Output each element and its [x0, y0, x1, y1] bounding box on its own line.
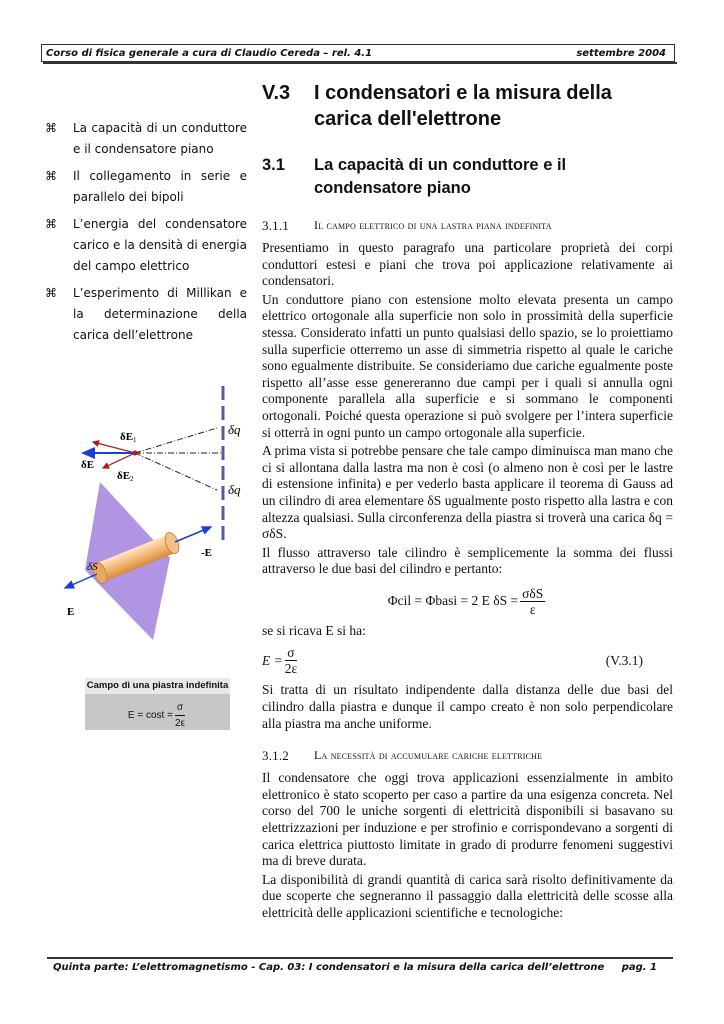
toc-item: [45, 166, 247, 208]
paragraph: A prima vista si potrebbe pensare che tale campo diminuisca man mano che ci si allontana dalla lastra ma non è così (o almeno non è così per le lastre di estensione infinita) e per vederlo basta applicare il teorema di Gauss ad un cilindro di area elementare δS ugualmente posto rispetto alla lastra e con altezza qualsiasi. Sulla circonferenza della piastra si troverà una carica δq = σδS.: [262, 443, 673, 542]
equation-fraction: [285, 645, 297, 676]
command-key-icon: ⌘: [45, 121, 57, 135]
paragraph: Presentiamo in questo paragrafo una particolare proprietà dei corpi conduttori estesi e piani che trova poi applicazione relativamente ai condensatori.: [262, 240, 673, 289]
caption-formula: [85, 700, 230, 731]
chapter-number: V.3: [262, 82, 291, 104]
section-heading: [262, 154, 673, 200]
paragraph: Un conduttore piano con estensione molto elevata presenta un campo elettrico ortogonale alla superficie non solo in prossimità della superficie stessa. Considerato infatti un punto qualsiasi dello spazio, se lo proiettiamo sulla superficie otterremo un asse di simmetria rispetto al quale le cariche sono egualmente distribuite. Se consideriamo due cariche egualmente poste rispetto all’asse esse genereranno due campi per i quali si annulla ogni componente parallela alla superficie e si sommano le componenti ortogonali. Poiché questa operazione si può svolgere per l’intera superficie si otterrà in ogni punto un campo ortogonale alla superficie.: [262, 291, 673, 440]
header-date: settembre 2004: [576, 47, 666, 59]
equation-denominator: ε: [529, 601, 536, 617]
subsection-heading: [262, 748, 673, 764]
paragraph: La disponibilità di grandi quantità di carica sarà risolto definitivamente da due scoperte che segneranno il passaggio dalla elettricità delle scosse alla elettricità delle applicazioni scientifiche e tecnologiche:: [262, 871, 673, 920]
label-dE: δE: [81, 459, 95, 471]
subsection-number: 3.1.2: [262, 748, 289, 764]
paragraph: se si ricava E si ha:: [262, 622, 366, 638]
command-key-icon: ⌘: [45, 286, 57, 300]
label-neg-E: -E: [201, 547, 212, 559]
equation-flux: [262, 586, 673, 617]
footer-chapter: Quinta parte: L’elettromagnetismo - Cap. 03: I condensatori e la misura della carica dell’elettrone: [53, 962, 605, 973]
chapter-title: I condensatori e la misura della carica dell'elettrone: [314, 82, 612, 130]
field-arrow-right: [175, 527, 211, 542]
caption-lhs: E = cost =: [127, 710, 173, 721]
toc-item-text: Il collegamento in serie e parallelo dei bipoli: [73, 169, 247, 204]
equation-numerator: σ: [287, 645, 295, 661]
toc-item-text: L’energia del condensatore carico e la densità di energia del campo elettrico: [73, 217, 247, 273]
paragraph: Il flusso attraverso tale cilindro è semplicemente la somma dei flussi attraverso le due basi del cilindro e pertanto:: [262, 544, 673, 577]
paragraph: Il condensatore che oggi trova applicazioni essenzialmente in ambito elettronico è stato scoperto per caso a partire da una esigenza concreta. Nel corso del 700 le uniche sorgenti di elettricità disponibili si basavano su elettrizzazioni per induzione e per strofinio e corrispondevano a sorgenti di carica elettrica piuttosto limitate in grado di produrre fenomeni suggestivi ma di breve durata.: [262, 770, 673, 869]
subsection-title: La necessità di accumulare cariche elettriche: [314, 748, 543, 763]
label-dq-bottom: δq: [228, 482, 241, 497]
page-footer: [53, 962, 657, 973]
label-dq-top: δq: [228, 422, 241, 437]
page-number: pag. 1: [621, 962, 657, 973]
caption-title: Campo di una piastra indefinita: [85, 678, 230, 694]
caption-numerator: σ: [175, 700, 185, 716]
toc-item: [45, 283, 247, 346]
equation-fraction: [520, 586, 545, 617]
label-E: E: [67, 606, 75, 618]
field-arrow-left: [65, 574, 97, 588]
section-number: 3.1: [262, 156, 285, 174]
section-title: La capacità di un conduttore e il condensatore piano: [314, 156, 567, 197]
command-key-icon: ⌘: [45, 169, 57, 183]
subsection-number: 3.1.1: [262, 218, 289, 233]
caption-denominator: 2ε: [174, 718, 186, 729]
header-shadow: [43, 62, 677, 64]
equation-numerator: σδS: [522, 585, 544, 601]
label-dE2: δE2: [117, 470, 134, 483]
figure-caption-box: [85, 678, 230, 730]
dE2-vector: [103, 453, 135, 468]
line-to-bottom-charge: [135, 453, 217, 490]
caption-fraction: [175, 700, 185, 731]
plate-field-figure: [45, 380, 247, 640]
equation-denominator: 2ε: [284, 661, 298, 677]
chapter-heading: [262, 80, 673, 132]
equation-tag: (V.3.1): [605, 652, 643, 668]
command-key-icon: ⌘: [45, 217, 57, 231]
subsection-heading: [262, 218, 673, 234]
equation-field: [262, 645, 673, 676]
main-content: [262, 80, 673, 922]
toc-item-text: La capacità di un conduttore e il condensatore piano: [73, 121, 247, 156]
line-to-top-charge: [135, 428, 217, 453]
label-dE1: δE1: [120, 431, 137, 444]
toc-item: [45, 118, 247, 160]
toc-item-text: L’esperimento di Millikan e la determinazione della carica dell’elettrone: [73, 286, 247, 342]
sidebar-toc: [45, 118, 247, 352]
page-header: [41, 44, 675, 62]
paragraph: Si tratta di un risultato indipendente dalla distanza delle due basi del cilindro dalla piastra e dunque il campo creato è non solo perpendicolare alla piastra ma anche uniforme.: [262, 682, 673, 731]
equation-lhs: E =: [262, 652, 283, 668]
label-dS: δS: [87, 561, 98, 573]
footer-rule: [47, 957, 673, 959]
equation-lhs: Φcil = Φbasi = 2 E δS =: [387, 593, 519, 609]
field-point: [133, 451, 138, 456]
header-course-title: Corso di fisica generale a cura di Claudio Cereda – rel. 4.1: [46, 47, 373, 59]
toc-item: [45, 214, 247, 277]
subsection-title: Il campo elettrico di una lastra piana indefinita: [314, 218, 552, 232]
dE1-vector: [93, 442, 135, 453]
